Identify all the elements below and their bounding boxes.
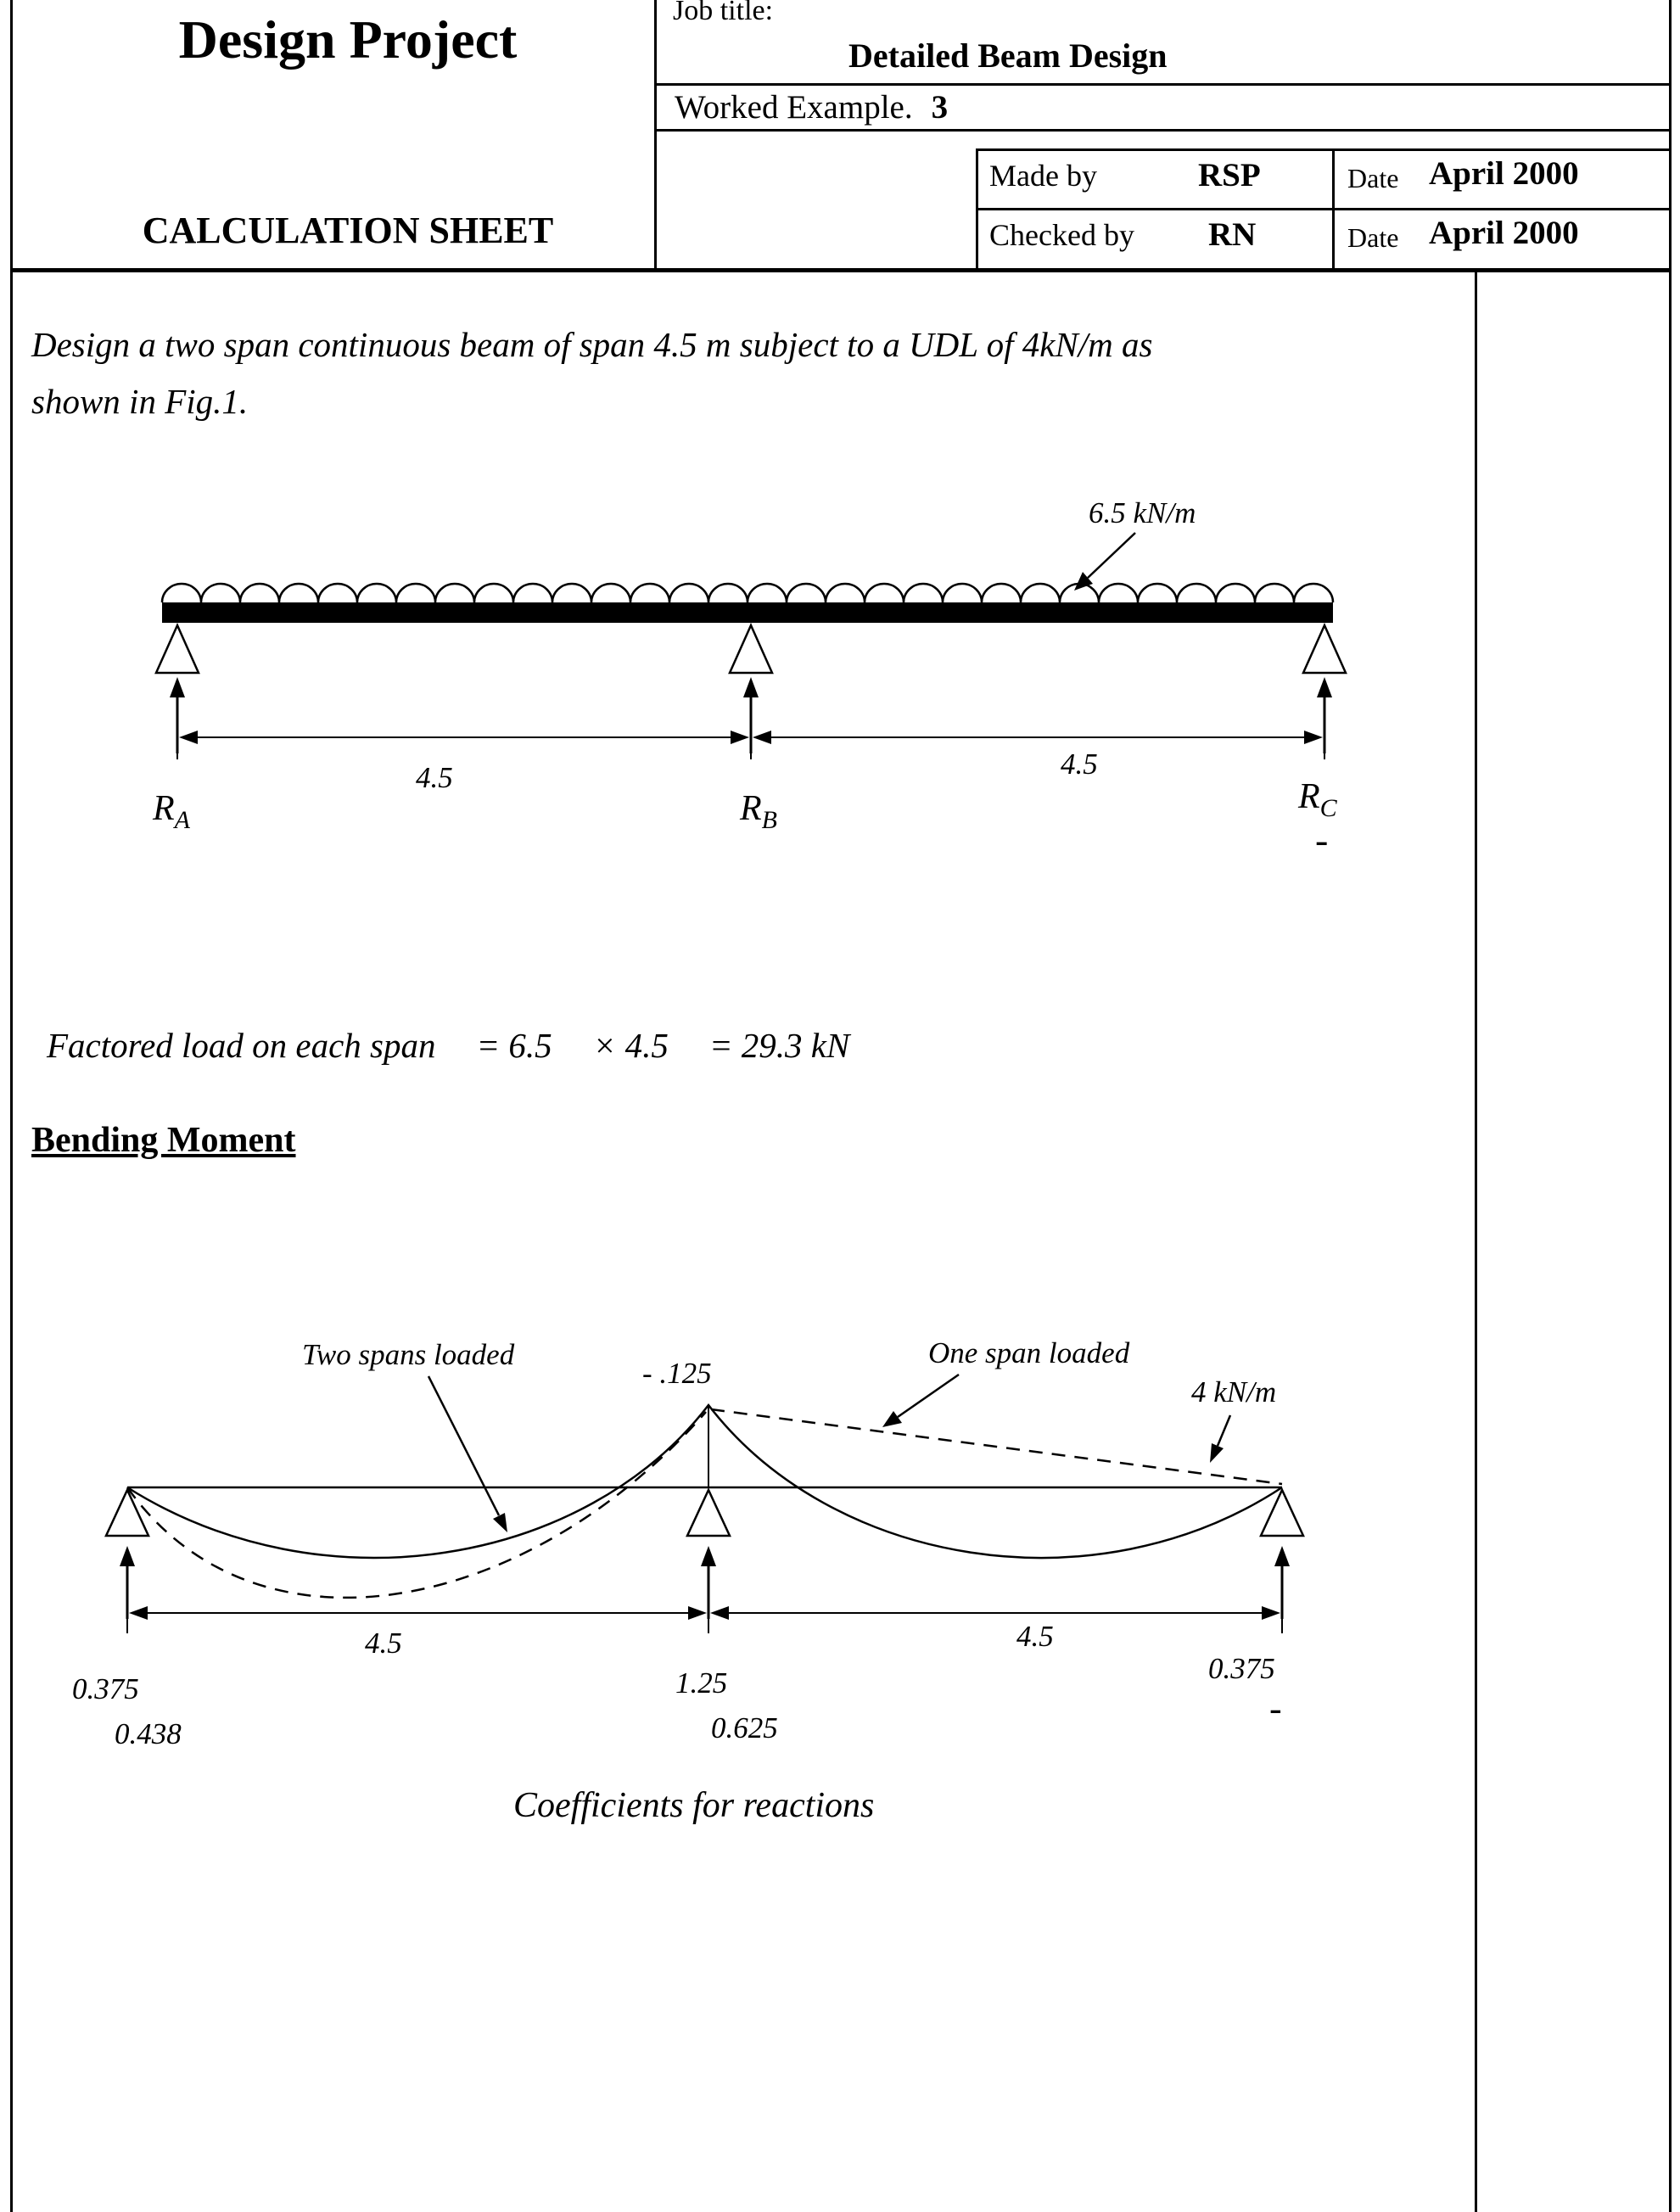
made-date-label: Date: [1347, 163, 1399, 193]
coef-b-label: 1.25: [675, 1666, 728, 1700]
worked-example-row: [675, 88, 948, 126]
reaction-b-label: $R_B$: [740, 789, 777, 834]
intro-line-2: shown in Fig.1.: [31, 382, 249, 421]
coef-c-label: 0.375: [1208, 1652, 1275, 1685]
span-right-label-2: 4.5: [1016, 1620, 1054, 1653]
job-title: Detailed Beam Design: [848, 36, 1168, 75]
one-span-label: One span loaded: [928, 1336, 1130, 1369]
peak-value-label: - .125: [642, 1357, 712, 1390]
dim-line-left-span: [179, 731, 749, 744]
one-span-loaded-curve: [127, 1412, 706, 1598]
right-border: [1669, 0, 1672, 2212]
worked-example-underline: [654, 129, 1672, 132]
two-spans-arrow: [428, 1376, 507, 1532]
factored-load-eq3: = 29.3 kN: [708, 1026, 850, 1065]
content-margin-line: [1475, 272, 1477, 2212]
figure-caption: Coefficients for reactions: [513, 1786, 875, 1825]
factored-load-label: Factored load on each span: [47, 1026, 436, 1065]
header-divider: [654, 0, 657, 272]
dim-line-right-span: [753, 731, 1323, 744]
left-border: [10, 0, 13, 2212]
support-b-2: [687, 1490, 730, 1536]
worked-example-label: Worked Example.: [675, 89, 913, 126]
coef-c-minus: -: [1269, 1688, 1282, 1729]
reaction-coefficients-diagram: [0, 1319, 1442, 1807]
support-c: [1303, 625, 1346, 673]
udl-value-label-2: 4 kN/m: [1191, 1375, 1277, 1408]
madeby-table-left-line: [976, 148, 978, 272]
one-span-unloaded-line: [711, 1409, 1282, 1484]
reaction-c-label: $R_C$: [1298, 777, 1337, 822]
udl-value-label: 6.5 kN/m: [1089, 496, 1196, 529]
job-title-underline: [654, 83, 1672, 86]
madeby-table-col-line: [1332, 148, 1335, 272]
one-span-arrow: [882, 1375, 959, 1427]
worked-example-number: 3: [931, 89, 949, 126]
checked-date-value: April 2000: [1429, 215, 1579, 251]
checked-by-label: Checked by: [989, 218, 1134, 252]
factored-load-eq1: = 6.5: [476, 1026, 552, 1065]
made-by-value: RSP: [1198, 157, 1261, 193]
coef-a-alt-label: 0.438: [115, 1717, 182, 1750]
span-left-label: 4.5: [416, 761, 453, 794]
coef-b-alt-label: 0.625: [711, 1711, 778, 1744]
udl-arrow-2: [1210, 1415, 1230, 1463]
bending-moment-heading: Bending Moment: [31, 1121, 296, 1160]
coef-a-label: 0.375: [72, 1672, 139, 1705]
factored-load-line: [47, 1025, 849, 1066]
factored-load-eq2: × 4.5: [592, 1026, 669, 1065]
intro-line-1: Design a two span continuous beam of span 4.5 m subject to a UDL of 4kN/m as: [31, 325, 1153, 364]
reaction-a-label: $R_A$: [153, 789, 190, 834]
dim-line-left-span-2: [129, 1606, 707, 1620]
udl-label-arrow: [1074, 533, 1135, 591]
beam: [162, 602, 1333, 623]
job-title-label: Job title:: [673, 0, 774, 26]
two-spans-label: Two spans loaded: [302, 1338, 515, 1371]
support-a: [156, 625, 199, 673]
checked-date-label: Date: [1347, 222, 1399, 253]
support-b: [730, 625, 772, 673]
madeby-table-mid-line: [976, 208, 1672, 210]
span-left-label-2: 4.5: [365, 1627, 402, 1660]
beam-load-diagram: [0, 475, 1442, 882]
sheet-title: CALCULATION SHEET: [142, 210, 554, 251]
dim-line-right-span-2: [710, 1606, 1280, 1620]
span-right-label: 4.5: [1061, 748, 1098, 781]
madeby-table-top-line: [976, 148, 1672, 151]
reaction-c-minus: -: [1315, 818, 1329, 861]
header-bottom-line: [10, 268, 1672, 272]
udl-scallops: [162, 584, 1333, 602]
page-title: Design Project: [178, 9, 518, 70]
made-by-label: Made by: [989, 159, 1097, 193]
made-date-value: April 2000: [1429, 155, 1579, 192]
checked-by-value: RN: [1208, 216, 1257, 253]
